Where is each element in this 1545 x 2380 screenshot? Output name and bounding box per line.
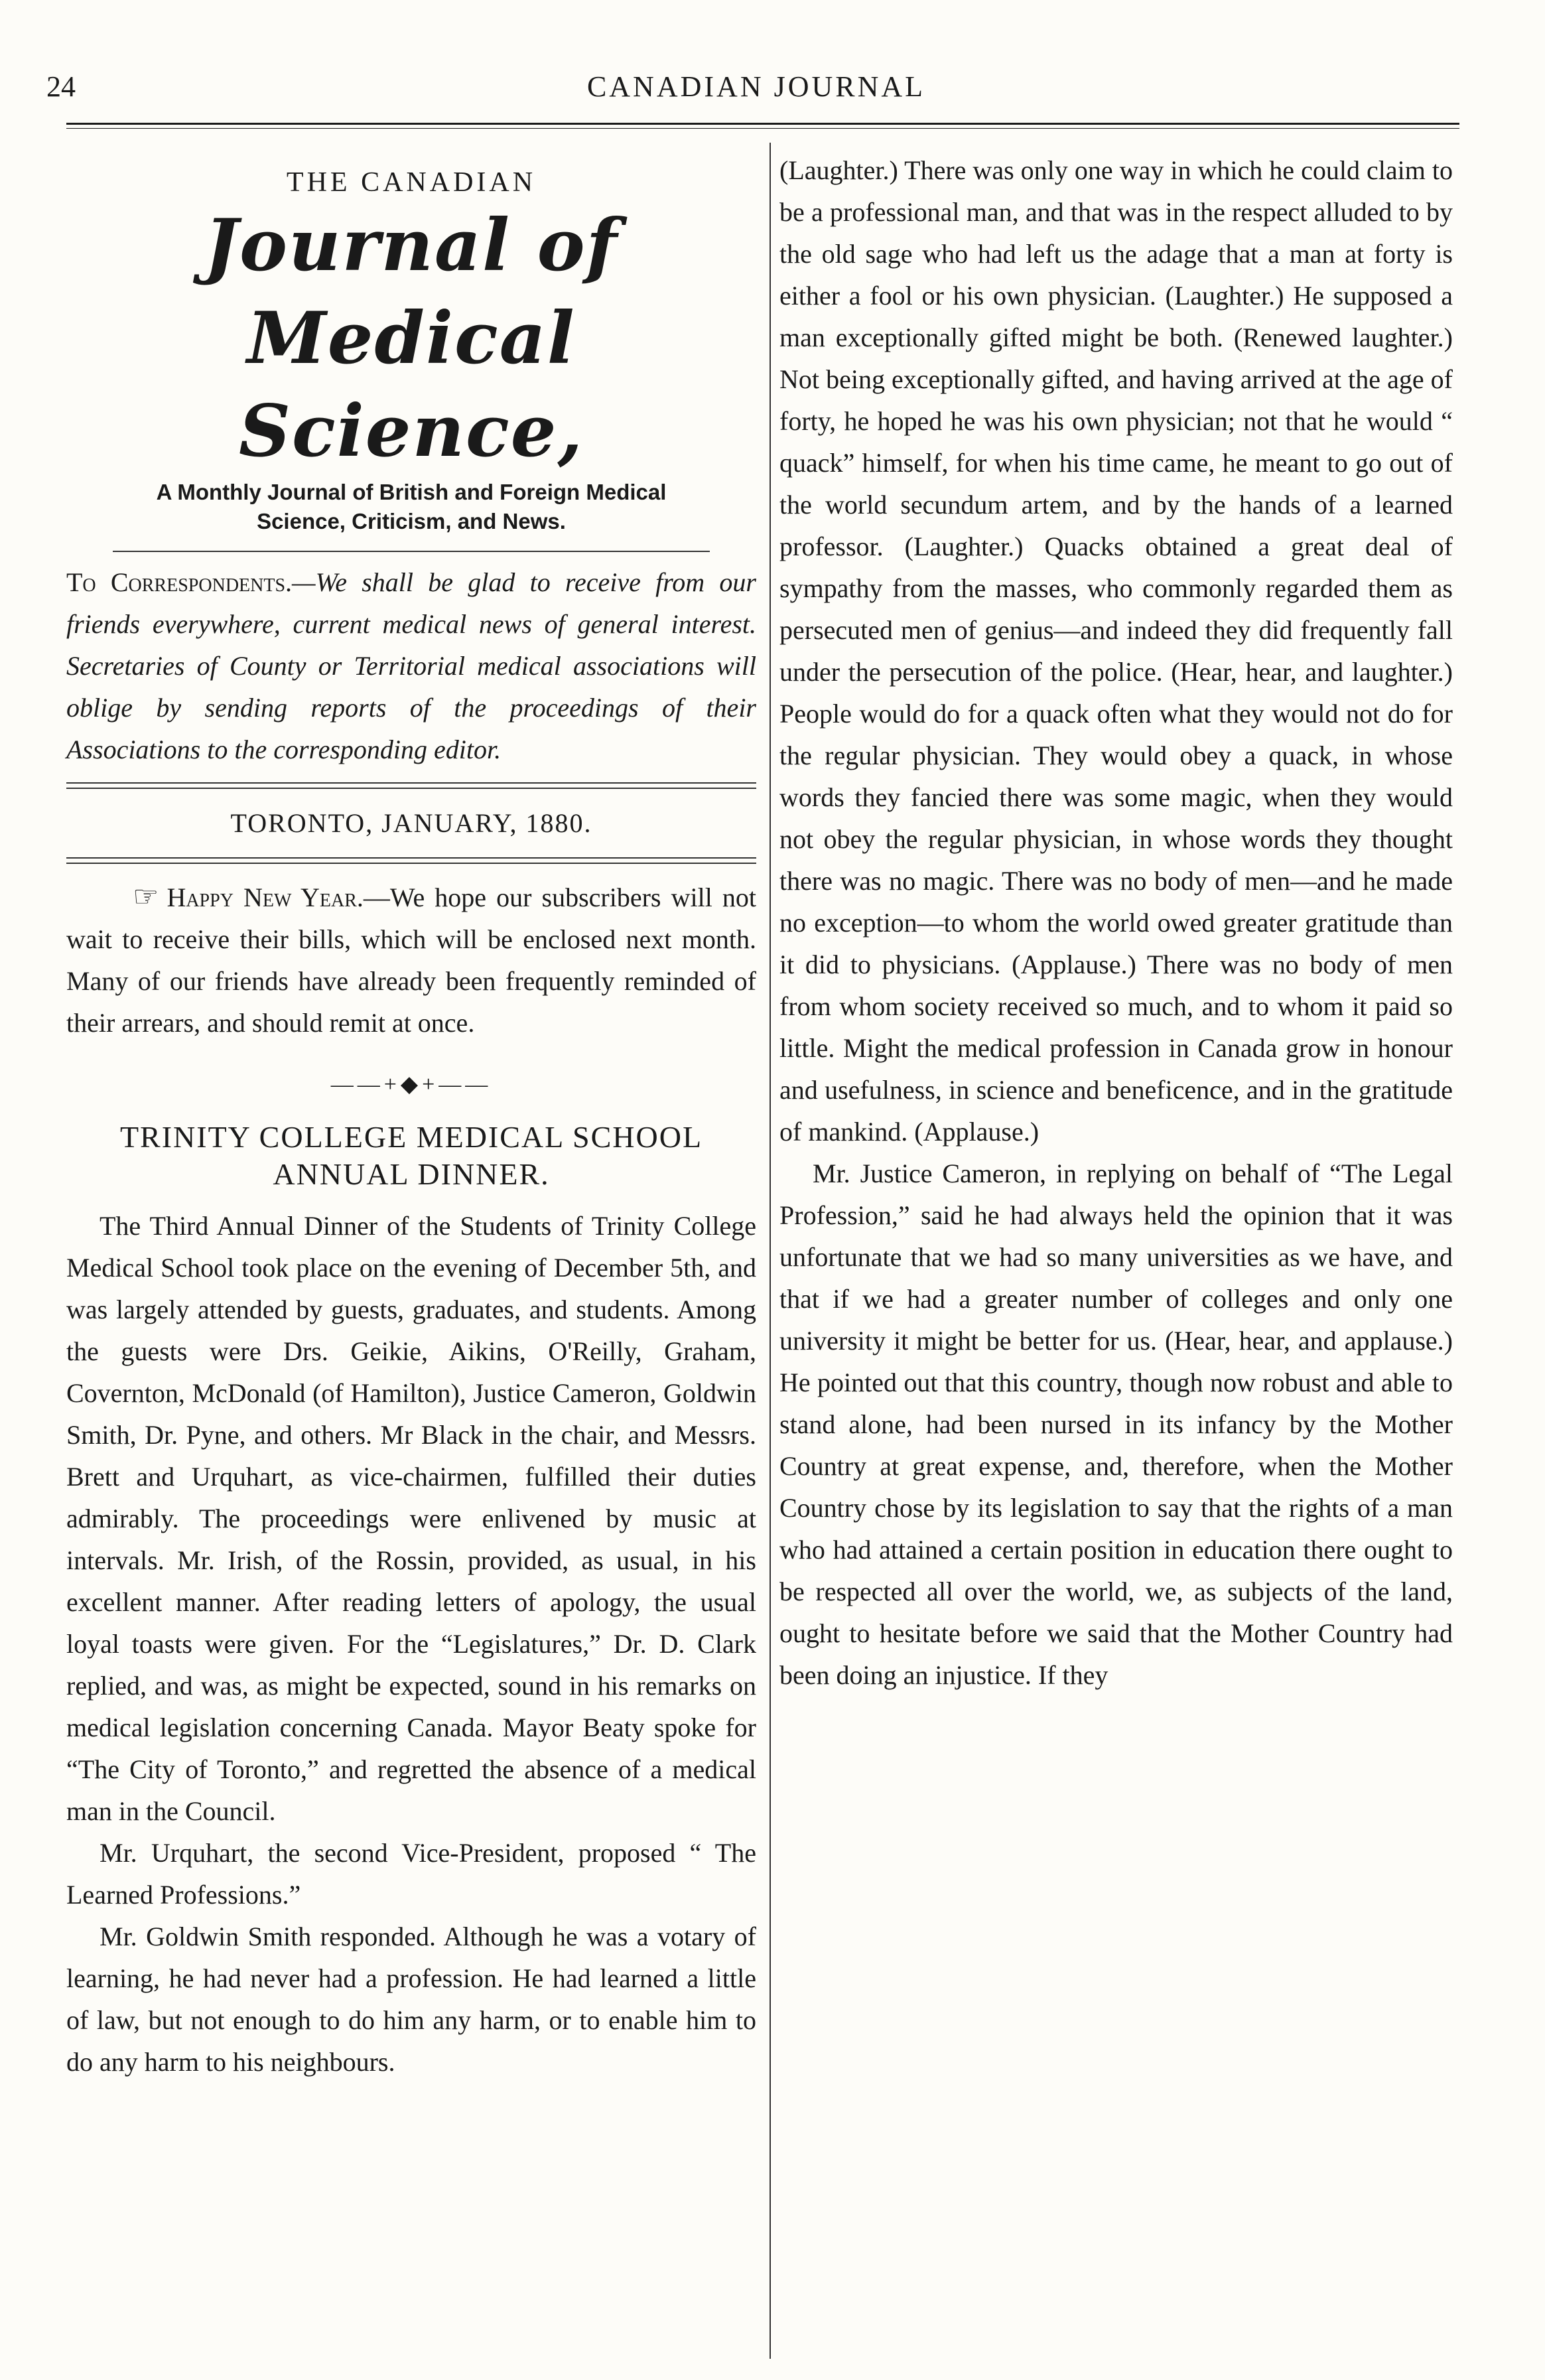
- correspondents-label: To Correspondents.: [66, 567, 293, 597]
- double-rule-bottom: [66, 857, 756, 864]
- correspondents-text: —We shall be glad to receive from our friends everywhere, current medical news of general interest. Secretaries of County or Territorial medical associations will oblige by sending reports of the proceedings of their Associations to the corresponding editor.: [66, 567, 756, 764]
- correspondents-notice: [66, 561, 756, 770]
- double-rule-top: [66, 782, 756, 789]
- header-rule: [66, 123, 1459, 129]
- article-paragraph: The Third Annual Dinner of the Students of Trinity College Medical School took place on the evening of December 5th, and was largely attended by guests, graduates, and students. Among the guests were Drs. Geikie, Aikins, O'Reilly, Graham, Covernton, McDonald (of Hamilton), Justice Cameron, Goldwin Smith, Dr. Pyne, and others. Mr Black in the chair, and Messrs. Brett and Urquhart, as vice-chairmen, fulfilled their duties admirably. The proceedings were enlivened by music at intervals. Mr. Irish, of the Rossin, provided, as usual, in his excellent manner. After reading letters of apology, the usual loyal toasts were given. For the “Legislatures,” Dr. D. Clark replied, and was, as might be expected, sound in his remarks on medical legislation concerning Canada. Mayor Beaty spoke for “The City of Toronto,” and regretted the absence of a medical man in the Council.: [66, 1211, 756, 1826]
- right-column: [779, 149, 1453, 1696]
- left-column: [66, 149, 756, 2083]
- article-paragraph: Mr. Justice Cameron, in replying on behalf of “The Legal Profession,” said he had always held the opinion that it was unfortunate that we had so many universities as we have, and that if we had a greater number of colleges and only one university it might be better for us. (Hear, hear, and applause.) He pointed out that this country, though now robust and able to stand alone, had been nursed in its infancy by the Mother Country at great expense, and, therefore, when the Mother Country chose by its legislation to say that the rights of a man who had attained a certain position in education there ought to be respected all over the world, we, as subjects of the land, ought to hesitate before we said that the Mother Country had been doing an injustice. If they: [779, 1158, 1453, 1690]
- page-number: 24: [46, 70, 76, 103]
- article-paragraph: Mr. Goldwin Smith responded. Although he was a votary of learning, he had never had a profession. He had learned a little of law, but not enough to do him any harm, or to enable him to do any harm to his neighbours.: [66, 1922, 756, 2077]
- masthead-subtitle: A Monthly Journal of British and Foreign Medical Science, Criticism, and News.: [156, 480, 667, 533]
- ornament-divider: ——+◆+——: [330, 1072, 492, 1097]
- column-divider: [770, 143, 771, 2359]
- article-paragraph: (Laughter.) There was only one way in which he could claim to be a professional man, and that was in the respect alluded to by the old sage who had left us the adage that a man at forty is either a fool or his own physician. (Laughter.) He supposed a man exceptionally gifted might be both. (Renewed laughter.) Not being exceptionally gifted, and having arrived at the age of forty, he hoped he was his own physician; not that he would “ quack” himself, for when his time came, he meant to go out of the world secundum artem, and by the hands of a learned professor. (Laughter.) Quacks obtained a great deal of sympathy from the masses, who commonly regarded them as persecuted men of genius—and indeed they did frequently fall under the persecution of the police. (Hear, hear, and laughter.) People would do for a quack often what they would not do for the regular physician. They would obey a quack, in whose words they fancied there was some magic, when they would not obey the regular physician, in whose words they thought there was no magic. There was no body of men—and he made no exception—to whom the world owed greater gratitude than it did to physicians. (Applause.) There was no body of men from whom society received so much, and to whom it paid so little. Might the medical profession in Canada grow in honour and usefulness, in science and beneficence, and in the gratitude of mankind. (Applause.): [779, 155, 1453, 1147]
- dateline: TORONTO, JANUARY, 1880.: [230, 808, 592, 838]
- masthead-journal-name: Journal of Medical Science,: [204, 204, 619, 473]
- short-rule: [113, 551, 710, 552]
- new-year-notice: [66, 876, 756, 1044]
- article-paragraph: Mr. Urquhart, the second Vice-President, proposed “ The Learned Professions.”: [66, 1838, 756, 1910]
- pointing-hand-icon: ☞: [133, 880, 159, 913]
- article-headline: TRINITY COLLEGE MEDICAL SCHOOL ANNUAL DINNER.: [119, 1120, 703, 1191]
- masthead-the-canadian: THE CANADIAN: [286, 167, 537, 198]
- notice-text: —We hope our subscribers will not wait to receive their bills, which will be enclosed next month. Many of our friends have already been frequently reminded of their arrears, and should remit at once.: [66, 882, 757, 1038]
- running-title: CANADIAN JOURNAL: [586, 70, 926, 103]
- page-header: [40, 63, 1473, 109]
- notice-label: Happy New Year.: [167, 882, 364, 912]
